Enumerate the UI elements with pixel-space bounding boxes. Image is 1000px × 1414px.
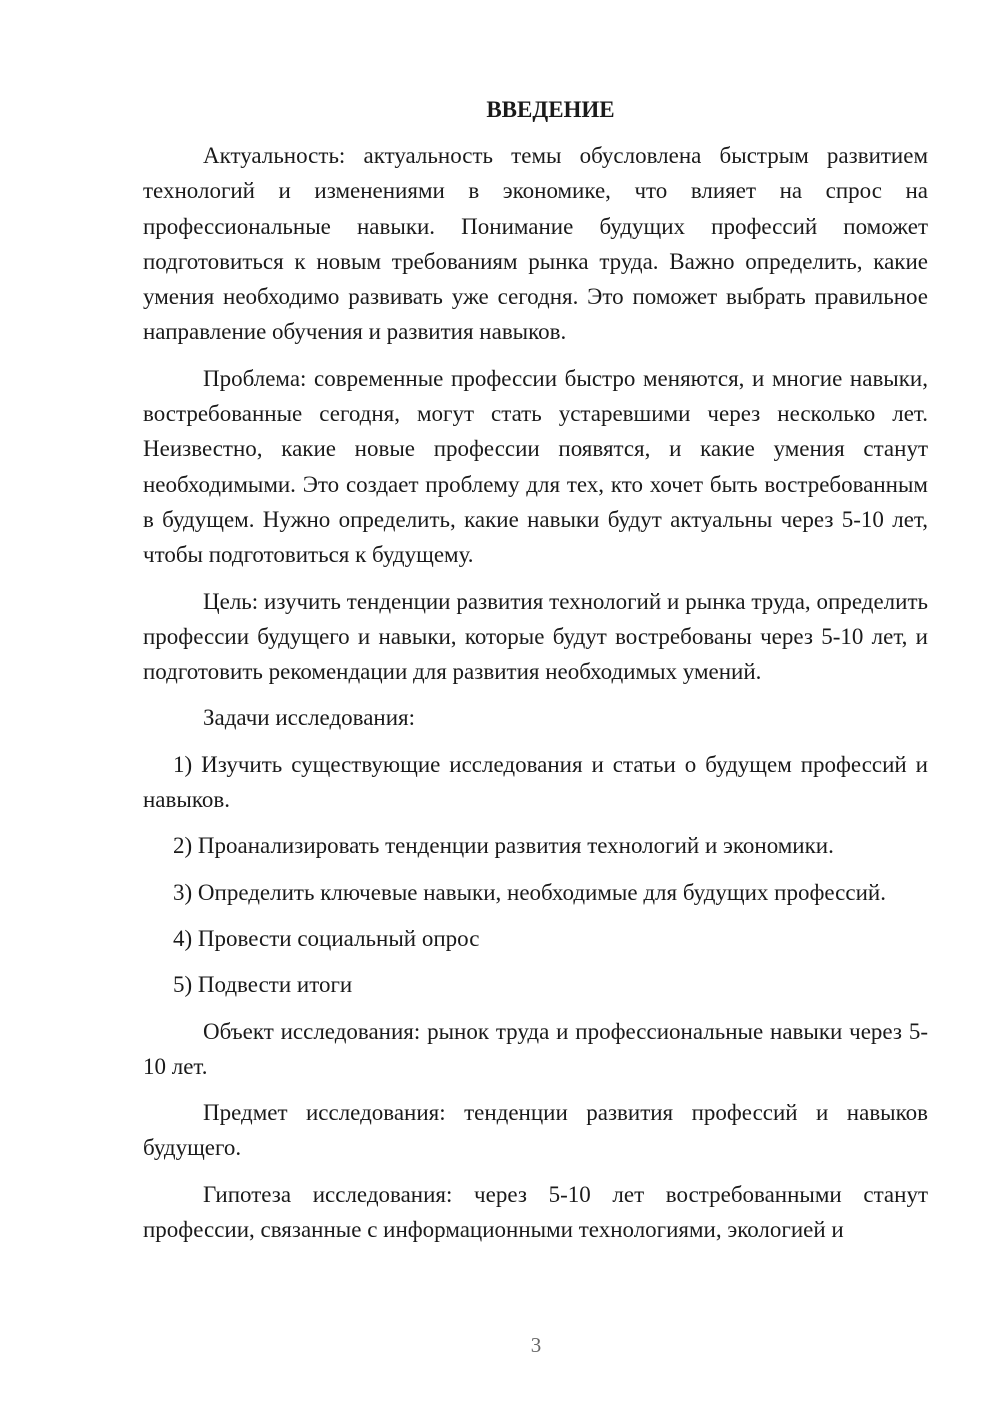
problem-paragraph: Проблема: современные профессии быстро меняются, и многие навыки, востребованные сегодня, могут стать устаревшими через несколько лет. Неизвестно, какие новые профессии появятся, и какие умения станут необходимыми. Это создает проблему для тех, кто хочет быть востребованным в будущем. Нужно определить, какие навыки будут актуальны через 5-10 лет, чтобы подготовиться к будущему. <box>143 365 928 568</box>
page-number: 3 <box>530 1333 542 1357</box>
hypothesis-paragraph: Гипотеза исследования: через 5-10 лет востребованными станут профессии, связанные с информационными технологиями, экологией и <box>143 1181 928 1243</box>
relevance-paragraph: Актуальность: актуальность темы обусловлена быстрым развитием технологий и изменениями в экономике, что влияет на спрос на профессиональные навыки. Понимание будущих профессий поможет подготовиться к новым требованиям рынка труда. Важно определить, какие умения необходимо развивать уже сегодня. Это поможет выбрать правильное направление обучения и развития навыков. <box>143 143 928 345</box>
task-item: 3) Определить ключевые навыки, необходимые для будущих профессий. <box>173 879 886 905</box>
task-item: 5) Подвести итоги <box>173 972 353 998</box>
object-paragraph: Объект исследования: рынок труда и профессиональные навыки через 5-10 лет. <box>143 1018 928 1079</box>
task-item: 4) Провести социальный опрос <box>173 925 480 951</box>
subject-paragraph: Предмет исследования: тенденции развития профессий и навыков будущего. <box>143 1100 928 1161</box>
task-item: 1) Изучить существующие исследования и статьи о будущем профессий и навыков. <box>143 751 928 813</box>
section-title: ВВЕДЕНИЕ <box>486 97 615 122</box>
tasks-heading: Задачи исследования: <box>203 705 416 731</box>
task-item: 2) Проанализировать тенденции развития технологий и экономики. <box>173 833 834 859</box>
goal-paragraph: Цель: изучить тенденции развития технологий и рынка труда, определить профессии будущего и навыки, которые будут востребованы через 5-10 лет, и подготовить рекомендации для развития необходимых умений. <box>143 588 928 685</box>
document-body <box>143 92 928 1258</box>
